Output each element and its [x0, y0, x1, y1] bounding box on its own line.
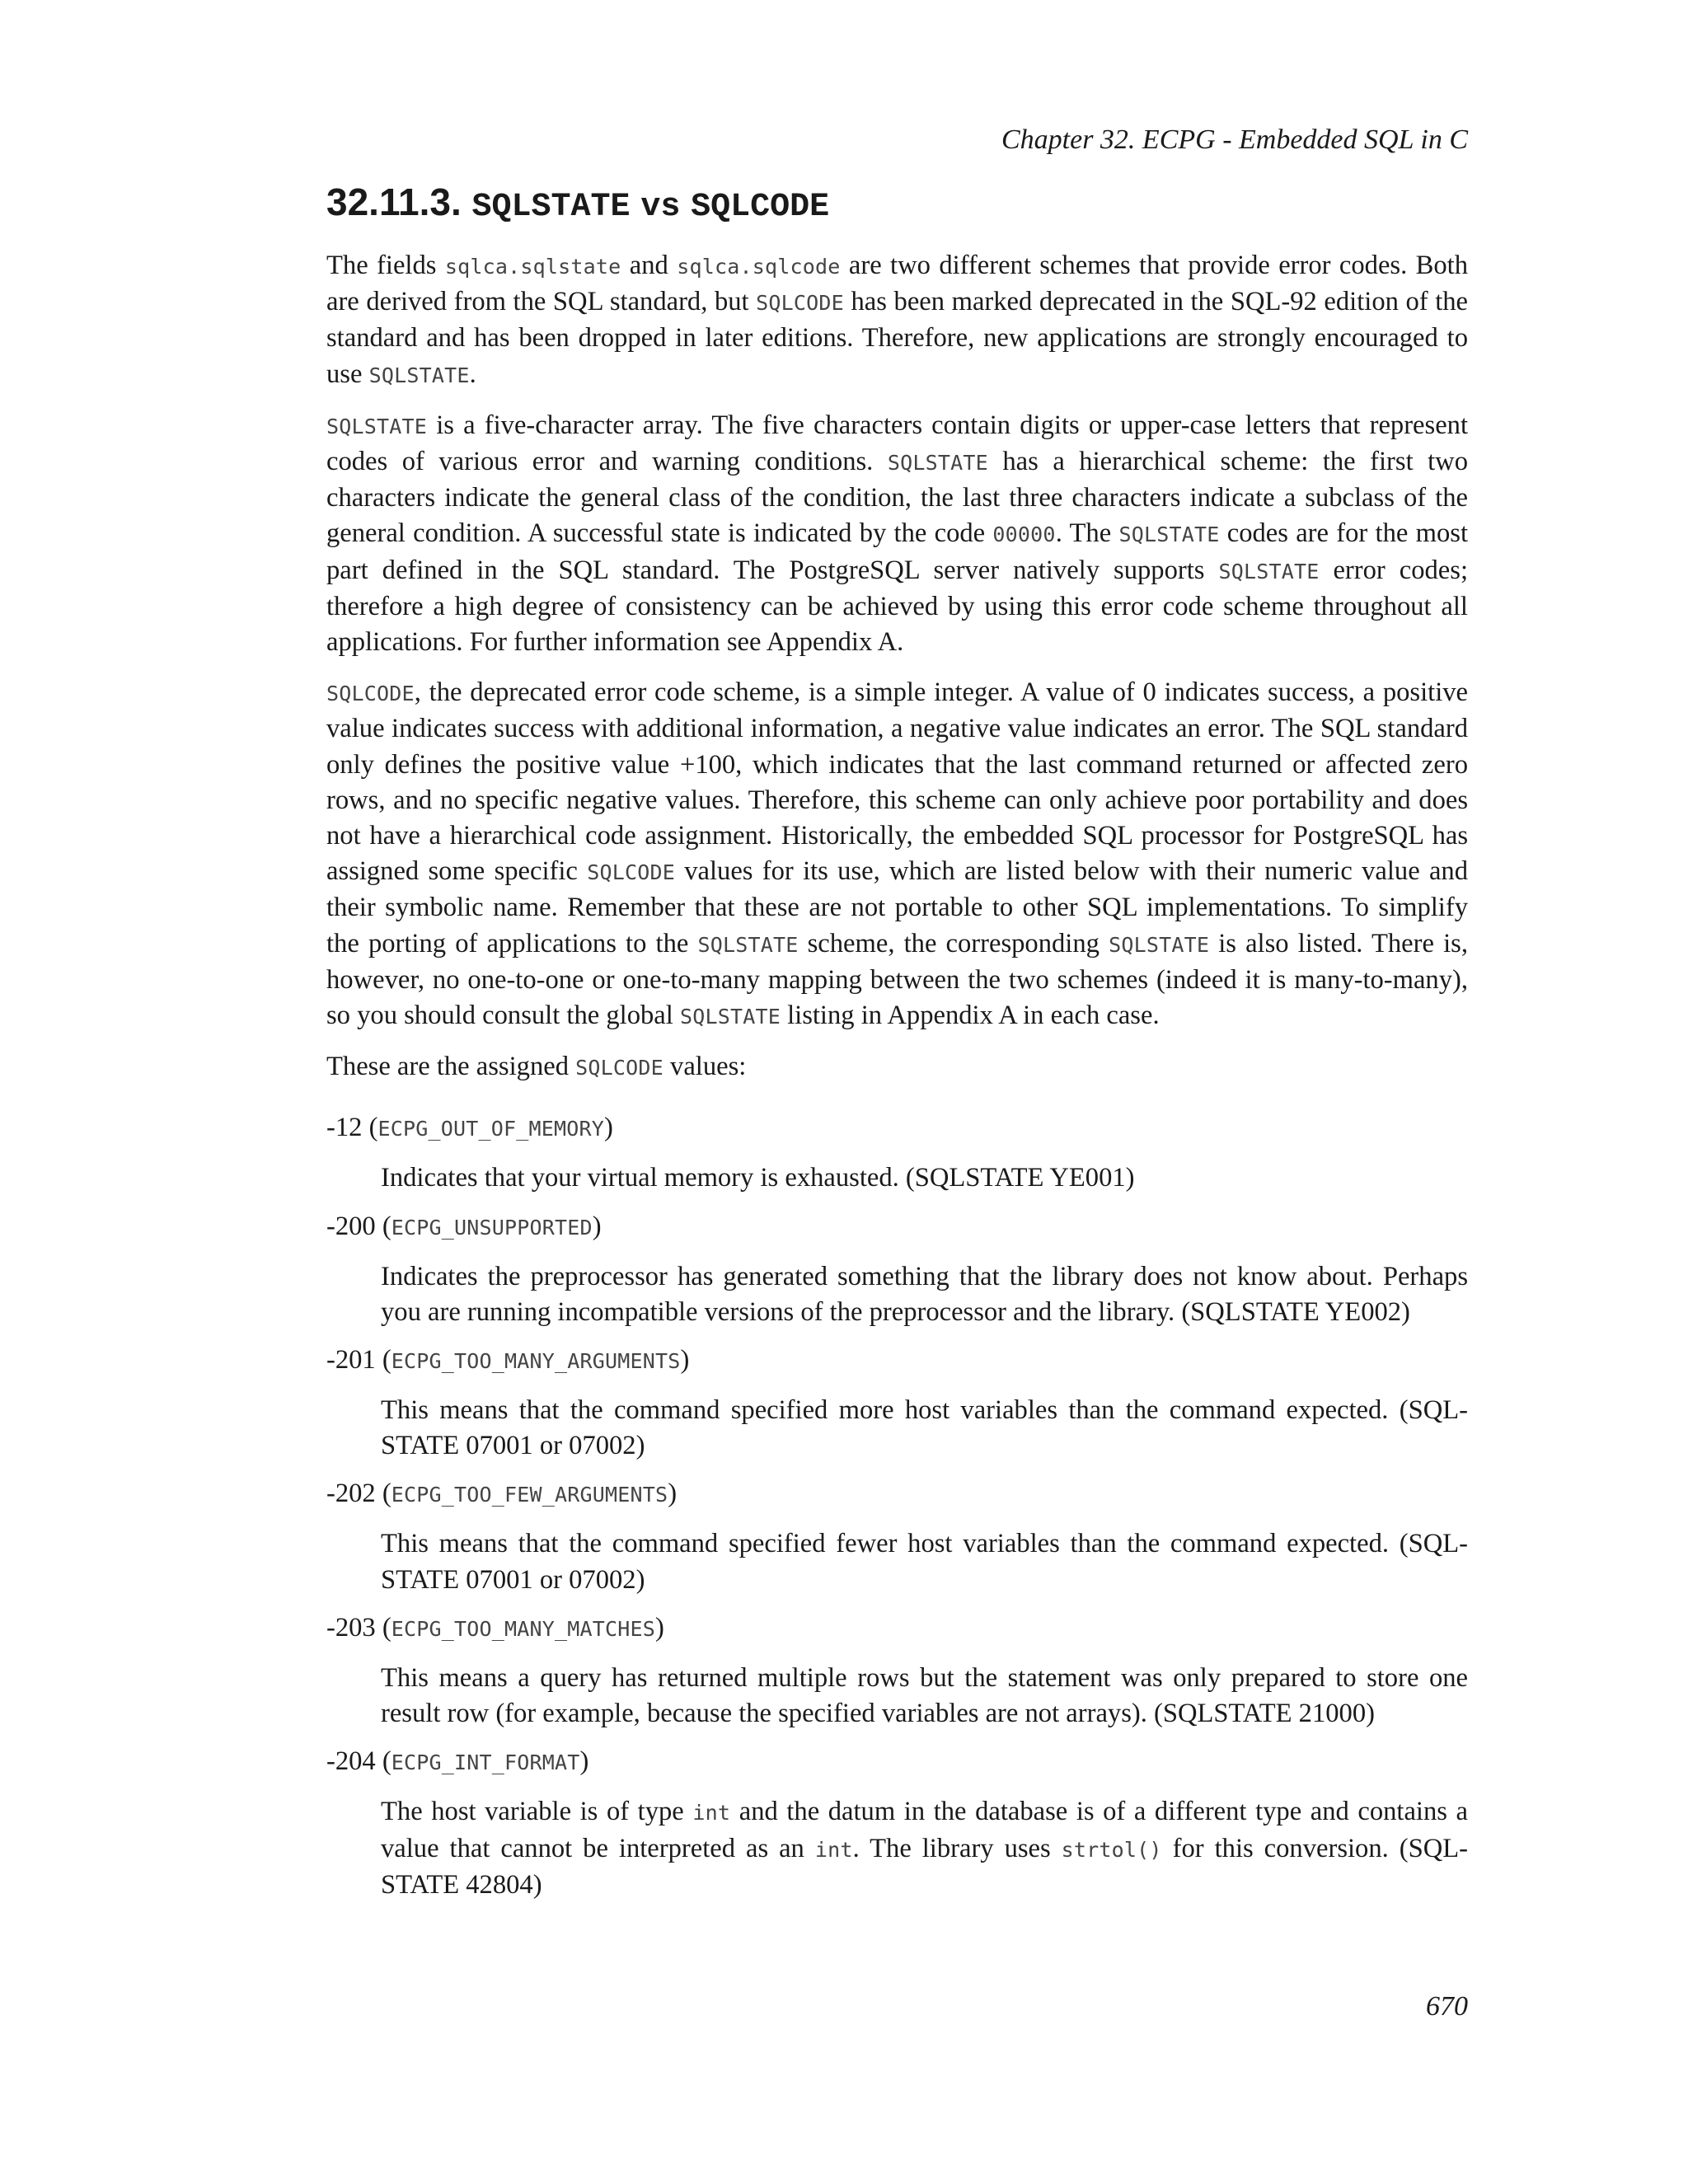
list-item	[326, 1476, 1468, 1597]
code-symbol: ECPG_TOO_MANY_MATCHES	[391, 1616, 655, 1641]
text: values:	[663, 1052, 747, 1082]
code-description: Indicates that your virtual memory is exhausted. (SQLSTATE YE001)	[381, 1163, 1135, 1193]
code-number: -203	[326, 1612, 376, 1643]
code-term: -203 (ECPG_TOO_MANY_MATCHES)	[326, 1612, 664, 1643]
section-title	[326, 180, 1468, 230]
paragraph-sqlstate	[326, 408, 1468, 660]
page-content	[326, 124, 1468, 1915]
text: is a five-character array. The five characters contain digits or upper-case letters that represent codes of various error and warning conditions.	[326, 410, 1468, 477]
text: listing in Appendix A in each case.	[780, 1001, 1160, 1031]
code-literal: SQLSTATE	[887, 451, 988, 476]
code-symbol: ECPG_TOO_FEW_ARGUMENTS	[391, 1483, 668, 1507]
code-literal: 00000	[992, 523, 1056, 547]
code-literal: SQLCODE	[587, 860, 675, 885]
text: and the datum in the database is of a different type and contains a value that cannot be interpreted as an	[381, 1797, 1468, 1863]
code-literal: SQLSTATE	[1118, 523, 1220, 547]
list-item	[326, 1744, 1468, 1903]
code-literal: SQLCODE	[756, 291, 844, 316]
text: values for its use, which are listed below with their numeric value and their symbolic name. Remember that these are not portable to other SQL implementations. To simplify the porting of applications to the	[326, 856, 1469, 958]
code-term: -200 (ECPG_UNSUPPORTED)	[326, 1211, 602, 1241]
code-literal: SQLSTATE	[326, 414, 428, 438]
list-item	[326, 1110, 1468, 1196]
section-title-vs: vs	[640, 189, 681, 226]
code-number: -200	[326, 1211, 376, 1241]
running-header: Chapter 32. ECPG - Embedded SQL in C	[1001, 124, 1468, 155]
text: has a hierarchical scheme: the first two characters indicate the general class of the condition, the last three characters indicate a subclass of the general condition. A successful state is indicated by the code	[326, 447, 1469, 549]
text: , the deprecated error code scheme, is a simple integer. A value of 0 indicates success, a positive value indicates success with additional information, a negative value indicates an error. The SQL standard only defines the positive value +100, which indicates that the last command returned or affected zero rows, and no specific negative values. Therefore, this scheme can only achieve poor portability and does not have a hierarchical code assignment. Historically, the embedded SQL processor for PostgreSQL has assigned some specific	[326, 677, 1468, 887]
code-description: This means that the command specified more host variables than the command expected. (SQLSTATE 07001 or 07002)	[381, 1395, 1468, 1461]
text: The fields	[326, 251, 445, 280]
code-literal: SQLCODE	[575, 1056, 663, 1080]
list-item	[326, 1610, 1468, 1732]
text: . The	[1055, 518, 1119, 549]
text: .	[469, 359, 476, 389]
code-number: -12	[326, 1113, 363, 1143]
text: scheme, the corresponding	[798, 928, 1109, 958]
text: codes are for the most part defined in the SQL standard. The PostgreSQL server natively supports	[326, 518, 1468, 585]
code-number: -204	[326, 1746, 376, 1777]
text: These are the assigned	[326, 1052, 576, 1082]
code-description: This means that the command specified fewer host variables than the command expected. (SQLSTATE 07001 or 07002)	[381, 1529, 1468, 1595]
code-term: -201 (ECPG_TOO_MANY_ARGUMENTS)	[326, 1345, 690, 1376]
code-number: -201	[326, 1345, 376, 1376]
text: for this conversion. (SQLSTATE 42804)	[381, 1833, 1469, 1900]
section-title-code-1: SQLSTATE	[471, 189, 631, 226]
section-number: 32.11.3.	[326, 180, 462, 223]
code-number: -202	[326, 1479, 376, 1509]
code-term: -202 (ECPG_TOO_FEW_ARGUMENTS)	[326, 1479, 678, 1509]
text: is also listed. There is, however, no one-to-one or one-to-many mapping between the two schemes (indeed it is many-to-many), so you should consult the global	[326, 928, 1468, 1031]
text: has been marked deprecated in the SQL-92 edition of the standard and has been dropped in later editions. Therefore, new applications are strongly encouraged to use	[326, 287, 1469, 389]
code-description: Indicates the preprocessor has generated something that the library does not know about. Perhaps you are running incompatible versions of the preprocessor and the library. (SQLSTATE YE002)	[381, 1261, 1468, 1327]
text: error codes; therefore a high degree of consistency can be achieved by using this error code scheme throughout all applications. For further information see Appendix A.	[326, 555, 1469, 658]
text: . The library uses	[852, 1833, 1062, 1863]
code-literal: SQLSTATE	[1109, 932, 1210, 957]
code-literal: strtol()	[1061, 1837, 1162, 1862]
text: are two different schemes that provide error codes. Both are derived from the SQL standard, but	[326, 251, 1468, 317]
list-item	[326, 1209, 1468, 1330]
page-number: 670	[1426, 1991, 1468, 2022]
code-literal: sqlca.sqlcode	[677, 255, 841, 279]
list-item	[326, 1343, 1468, 1464]
code-literal: SQLSTATE	[697, 932, 799, 957]
paragraph-fields	[326, 248, 1468, 393]
code-symbol: ECPG_TOO_MANY_ARGUMENTS	[391, 1349, 681, 1374]
code-literal: SQLSTATE	[679, 1005, 781, 1029]
sqlcode-list	[326, 1110, 1468, 1902]
code-literal: int	[814, 1837, 853, 1862]
paragraph-assigned-values	[326, 1049, 1468, 1085]
code-symbol: ECPG_OUT_OF_MEMORY	[377, 1117, 604, 1141]
code-literal: SQLSTATE	[1218, 559, 1320, 583]
code-literal: sqlca.sqlstate	[444, 255, 621, 279]
code-symbol: ECPG_INT_FORMAT	[391, 1750, 580, 1775]
code-term: -204 (ECPG_INT_FORMAT)	[326, 1746, 589, 1777]
text: The host variable is of type	[381, 1797, 693, 1827]
section-title-code-2: SQLCODE	[691, 189, 830, 226]
code-literal: SQLCODE	[326, 682, 415, 706]
paragraph-sqlcode	[326, 675, 1468, 1034]
code-literal: SQLSTATE	[368, 363, 470, 387]
code-description	[381, 1794, 1468, 1903]
code-term: -12 (ECPG_OUT_OF_MEMORY)	[326, 1113, 613, 1143]
code-description: This means a query has returned multiple rows but the statement was only prepared to store one result row (for example, because the specified variables are not arrays). (SQLSTATE 21000)	[381, 1662, 1468, 1729]
code-symbol: ECPG_UNSUPPORTED	[391, 1215, 593, 1240]
text: and	[621, 251, 678, 280]
code-literal: int	[692, 1801, 731, 1825]
